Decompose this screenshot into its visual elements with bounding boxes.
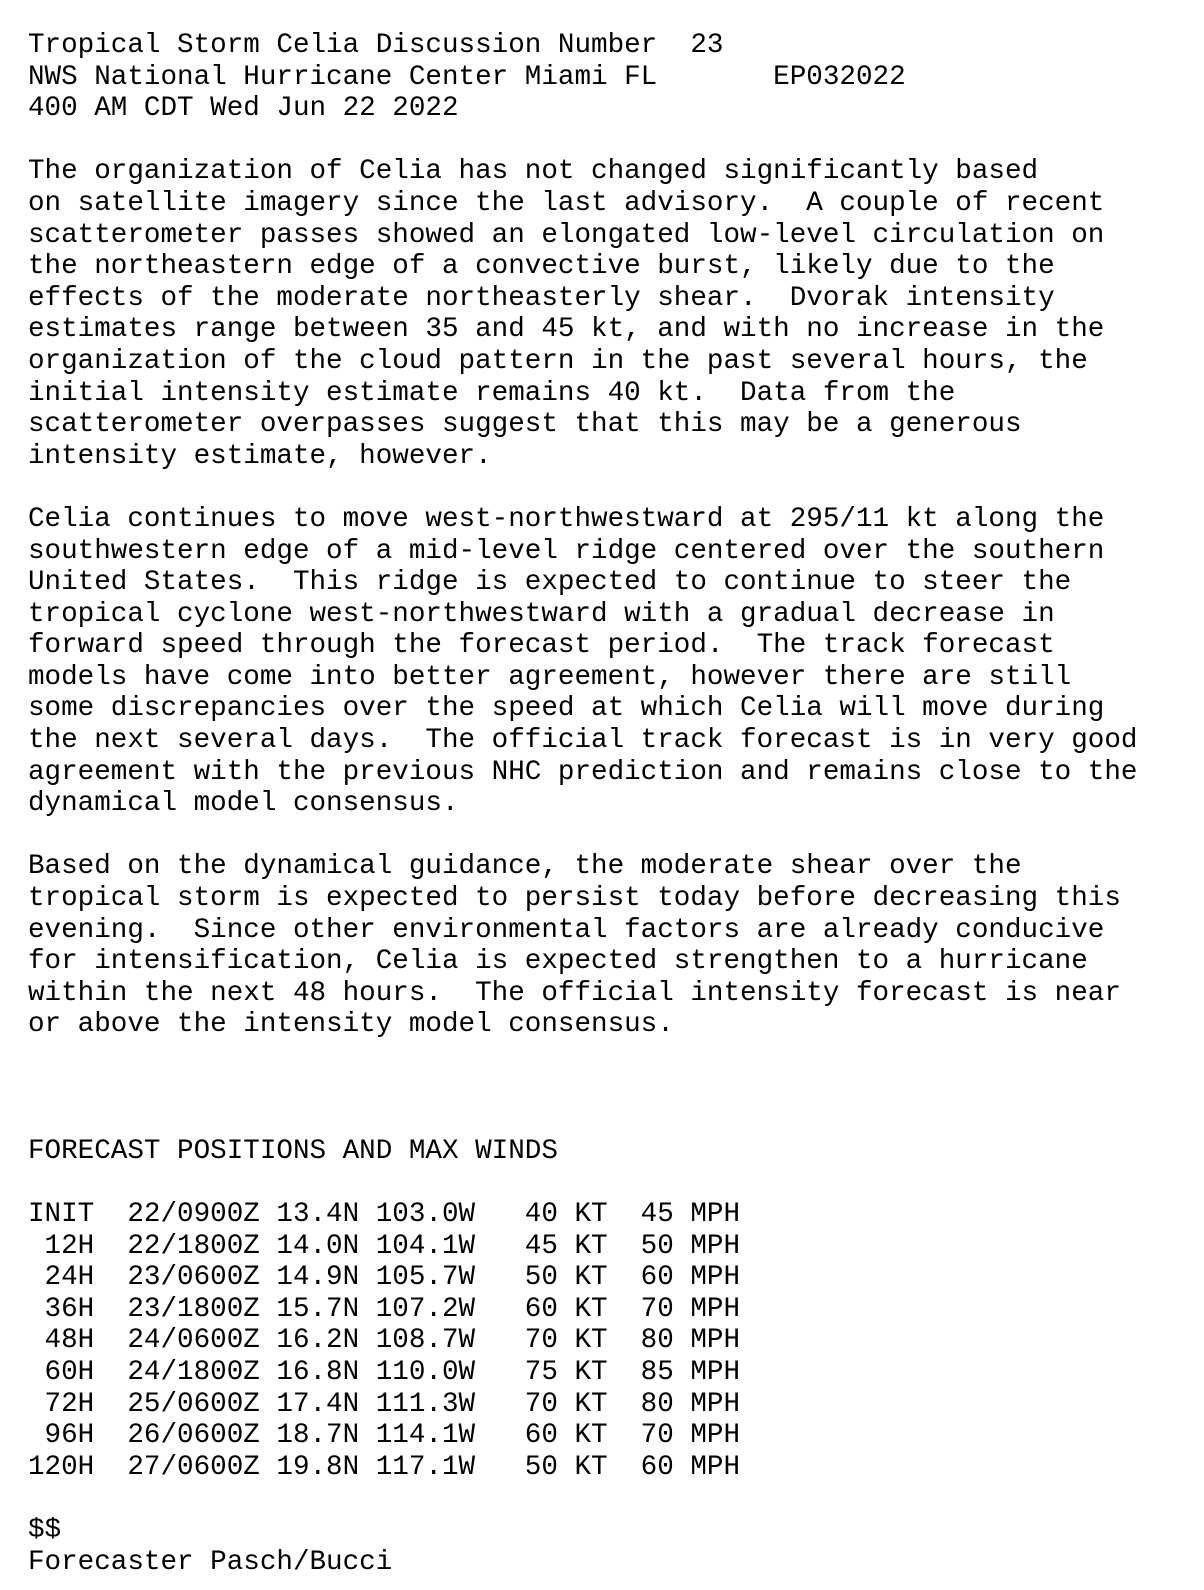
text-line: effects of the moderate northeasterly shear. Dvorak intensity bbox=[28, 282, 1055, 314]
text-line: dynamical model consensus. bbox=[28, 788, 459, 820]
forecast-row: 120H 27/0600Z 19.8N 117.1W 50 KT 60 MPH bbox=[28, 1451, 741, 1483]
text-line: initial intensity estimate remains 40 kt. Data from the bbox=[28, 377, 956, 409]
text-line: within the next 48 hours. The official intensity forecast is near bbox=[28, 977, 1121, 1009]
paragraph-intensity bbox=[28, 851, 1204, 1041]
text-line: or above the intensity model consensus. bbox=[28, 1009, 674, 1041]
text-line: intensity estimate, however. bbox=[28, 440, 492, 472]
text-line: The organization of Celia has not changed significantly based bbox=[28, 156, 1039, 188]
text-line: forward speed through the forecast period. The track forecast bbox=[28, 630, 1055, 662]
text-line: on satellite imagery since the last advisory. A couple of recent bbox=[28, 187, 1105, 219]
text-line: Based on the dynamical guidance, the moderate shear over the bbox=[28, 851, 1022, 883]
text-line: tropical storm is expected to persist today before decreasing this bbox=[28, 883, 1121, 915]
forecast-row: INIT 22/0900Z 13.4N 103.0W 40 KT 45 MPH bbox=[28, 1198, 741, 1230]
text-line: scatterometer overpasses suggest that this may be a generous bbox=[28, 409, 1022, 441]
end-marker: $$ bbox=[28, 1514, 62, 1546]
paragraph-organization bbox=[28, 156, 1204, 472]
issuing-office: NWS National Hurricane Center Miami FL EP032022 bbox=[28, 61, 906, 93]
forecast-heading: FORECAST POSITIONS AND MAX WINDS bbox=[28, 1135, 558, 1167]
issue-time: 400 AM CDT Wed Jun 22 2022 bbox=[28, 93, 459, 125]
forecast-row: 48H 24/0600Z 16.2N 108.7W 70 KT 80 MPH bbox=[28, 1325, 741, 1357]
forecast-row: 12H 22/1800Z 14.0N 104.1W 45 KT 50 MPH bbox=[28, 1230, 741, 1262]
text-line: the next several days. The official track forecast is in very good bbox=[28, 725, 1138, 757]
text-line: the northeastern edge of a convective burst, likely due to the bbox=[28, 251, 1055, 283]
forecaster-signature: Forecaster Pasch/Bucci bbox=[28, 1546, 393, 1578]
text-line: southwestern edge of a mid-level ridge centered over the southern bbox=[28, 535, 1105, 567]
forecast-row: 24H 23/0600Z 14.9N 105.7W 50 KT 60 MPH bbox=[28, 1262, 741, 1294]
text-line: estimates range between 35 and 45 kt, and with no increase in the bbox=[28, 314, 1105, 346]
text-line: organization of the cloud pattern in the past several hours, the bbox=[28, 345, 1088, 377]
forecast-row: 96H 26/0600Z 18.7N 114.1W 60 KT 70 MPH bbox=[28, 1420, 741, 1452]
text-line: some discrepancies over the speed at which Celia will move during bbox=[28, 693, 1105, 725]
text-line: scatterometer passes showed an elongated low-level circulation on bbox=[28, 219, 1105, 251]
discussion-title: Tropical Storm Celia Discussion Number 23 bbox=[28, 30, 724, 61]
forecast-row: 36H 23/1800Z 15.7N 107.2W 60 KT 70 MPH bbox=[28, 1293, 741, 1325]
text-line: United States. This ridge is expected to continue to steer the bbox=[28, 567, 1072, 599]
text-line: for intensification, Celia is expected strengthen to a hurricane bbox=[28, 946, 1088, 978]
forecast-row: 60H 24/1800Z 16.8N 110.0W 75 KT 85 MPH bbox=[28, 1356, 741, 1388]
text-line: agreement with the previous NHC prediction and remains close to the bbox=[28, 756, 1138, 788]
forecast-table bbox=[28, 1199, 1204, 1483]
text-line: tropical cyclone west-northwestward with a gradual decrease in bbox=[28, 598, 1055, 630]
text-line: Celia continues to move west-northwestward at 295/11 kt along the bbox=[28, 503, 1105, 535]
paragraph-track bbox=[28, 504, 1204, 820]
forecast-row: 72H 25/0600Z 17.4N 111.3W 70 KT 80 MPH bbox=[28, 1388, 741, 1420]
text-line: models have come into better agreement, however there are still bbox=[28, 661, 1072, 693]
text-line: evening. Since other environmental factors are already conducive bbox=[28, 914, 1105, 946]
